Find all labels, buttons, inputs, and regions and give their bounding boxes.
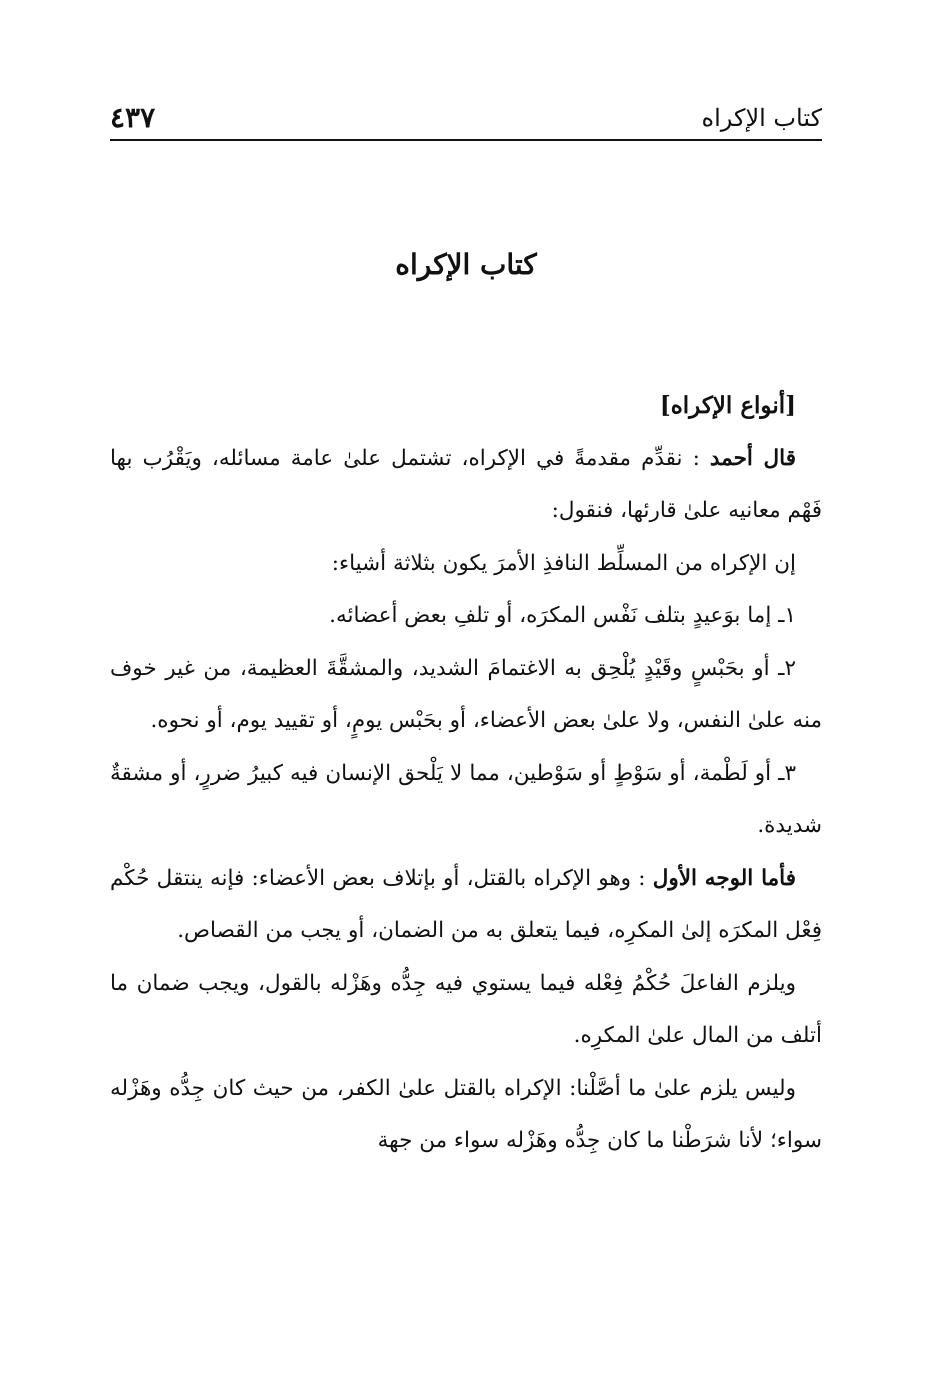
paragraph [110, 538, 822, 591]
list-item-text: ١ـ إما بوَعيدٍ بتلف نَفْس المكرَه، أو تلفِ بعض أعضائه. [329, 603, 796, 628]
book-page [110, 0, 822, 1377]
paragraph-lead: فأما الوجه الأول [652, 865, 796, 891]
running-header-title: كتاب الإكراه [701, 104, 822, 132]
paragraph-text: وليس يلزم علىٰ ما أصَّلْنا: الإكراه بالقتل علىٰ الكفر، من حيث كان جِدُّه وهَزْله سواء؛ لأنا شرَطْنا ما كان جِدُّه وهَزْله سواء من جهة [110, 1075, 822, 1153]
paragraph-lead: قال أحمد [709, 445, 796, 471]
list-item-text: ٣ـ أو لَطْمة، أو سَوْطٍ أو سَوْطين، مما لا يَلْحق الإنسان فيه كبيرُ ضررٍ، أو مشقةٌ شديدة. [110, 760, 822, 838]
paragraph-text: إن الإكراه من المسلِّط النافذِ الأمرَ يكون بثلاثة أشياء: [331, 550, 796, 576]
paragraph-text: ويلزم الفاعلَ حُكْمُ فِعْله فيما يستوي فيه جِدُّه وهَزْله بالقول، ويجب ضمان ما أتلف من المال علىٰ المكرِه. [110, 970, 822, 1048]
list-item [110, 643, 822, 748]
list-item-text: ٢ـ أو بحَبْسٍ وقَيْدٍ يُلْحِق به الاغتمامَ الشديد، والمشقَّةَ العظيمة، من غير خوف منه علىٰ النفس، ولا علىٰ بعض الأعضاء، أو بحَبْس يومٍ، أو تقييد يوم، أو نحوه. [110, 655, 822, 733]
page-number: ٤٣٧ [110, 101, 156, 134]
paragraph [110, 853, 822, 958]
paragraph [110, 433, 822, 538]
paragraph-text: : وهو الإكراه بالقتل، أو بإتلاف بعض الأعضاء: فإنه ينتقل حُكْم فِعْل المكرَه إلىٰ المكرِه، فيما يتعلق به من الضمان، أو يجب من القصاص. [110, 865, 822, 943]
list-item [110, 748, 822, 853]
header-divider [110, 139, 822, 141]
section-heading: [أنواع الإكراه] [659, 392, 796, 419]
body-text [110, 380, 822, 1168]
paragraph [110, 958, 822, 1063]
running-header [110, 92, 822, 136]
chapter-title: كتاب الإكراه [395, 248, 537, 281]
paragraph-text: : نقدِّم مقدمةً في الإكراه، تشتمل علىٰ عامة مسائله، ويَقْرُب بها فَهْم معانيه علىٰ قارئها، فنقول: [110, 445, 822, 523]
list-item [110, 590, 822, 643]
paragraph [110, 1063, 822, 1168]
